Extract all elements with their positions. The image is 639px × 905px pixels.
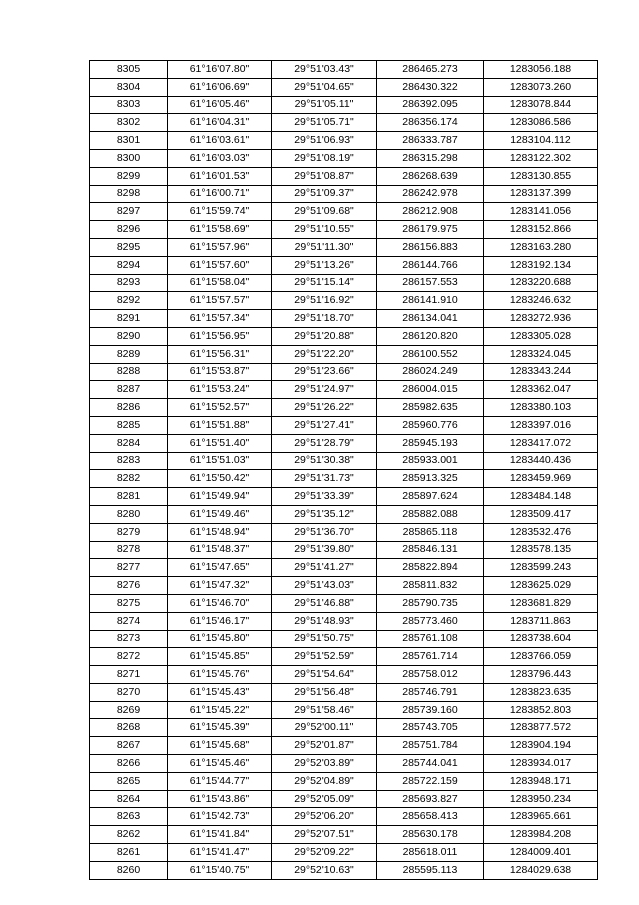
northing-cell: 1283343.244 bbox=[484, 363, 598, 381]
table-row bbox=[90, 399, 598, 417]
longitude-cell: 29°51'03.43" bbox=[272, 61, 377, 79]
longitude-cell: 29°51'04.65" bbox=[272, 78, 377, 96]
northing-cell: 1283141.056 bbox=[484, 203, 598, 221]
latitude-cell: 61°15'49.46" bbox=[168, 505, 272, 523]
table-row bbox=[90, 416, 598, 434]
longitude-cell: 29°52'06.20" bbox=[272, 808, 377, 826]
point-id-cell: 8283 bbox=[90, 452, 168, 470]
latitude-cell: 61°15'41.84" bbox=[168, 826, 272, 844]
point-id-cell: 8274 bbox=[90, 612, 168, 630]
latitude-cell: 61°15'50.42" bbox=[168, 470, 272, 488]
northing-cell: 1283948.171 bbox=[484, 772, 598, 790]
point-id-cell: 8279 bbox=[90, 523, 168, 541]
easting-cell: 286024.249 bbox=[377, 363, 484, 381]
table-row bbox=[90, 826, 598, 844]
easting-cell: 285790.735 bbox=[377, 594, 484, 612]
easting-cell: 285933.001 bbox=[377, 452, 484, 470]
table-row bbox=[90, 541, 598, 559]
point-id-cell: 8269 bbox=[90, 701, 168, 719]
longitude-cell: 29°51'27.41" bbox=[272, 416, 377, 434]
latitude-cell: 61°15'48.94" bbox=[168, 523, 272, 541]
easting-cell: 285811.832 bbox=[377, 577, 484, 595]
point-id-cell: 8271 bbox=[90, 666, 168, 684]
point-id-cell: 8291 bbox=[90, 310, 168, 328]
easting-cell: 285822.894 bbox=[377, 559, 484, 577]
point-id-cell: 8288 bbox=[90, 363, 168, 381]
point-id-cell: 8286 bbox=[90, 399, 168, 417]
easting-cell: 286156.883 bbox=[377, 238, 484, 256]
northing-cell: 1283246.632 bbox=[484, 292, 598, 310]
point-id-cell: 8287 bbox=[90, 381, 168, 399]
longitude-cell: 29°51'39.80" bbox=[272, 541, 377, 559]
latitude-cell: 61°15'40.75" bbox=[168, 861, 272, 879]
latitude-cell: 61°15'45.46" bbox=[168, 755, 272, 773]
point-id-cell: 8298 bbox=[90, 185, 168, 203]
latitude-cell: 61°15'47.32" bbox=[168, 577, 272, 595]
longitude-cell: 29°51'56.48" bbox=[272, 683, 377, 701]
point-id-cell: 8296 bbox=[90, 221, 168, 239]
point-id-cell: 8278 bbox=[90, 541, 168, 559]
easting-cell: 286333.787 bbox=[377, 132, 484, 150]
point-id-cell: 8292 bbox=[90, 292, 168, 310]
northing-cell: 1283578.135 bbox=[484, 541, 598, 559]
point-id-cell: 8293 bbox=[90, 274, 168, 292]
northing-cell: 1283078.844 bbox=[484, 96, 598, 114]
table-row bbox=[90, 790, 598, 808]
longitude-cell: 29°51'24.97" bbox=[272, 381, 377, 399]
easting-cell: 286315.298 bbox=[377, 149, 484, 167]
longitude-cell: 29°51'31.73" bbox=[272, 470, 377, 488]
point-id-cell: 8290 bbox=[90, 327, 168, 345]
northing-cell: 1283137.399 bbox=[484, 185, 598, 203]
easting-cell: 286004.015 bbox=[377, 381, 484, 399]
latitude-cell: 61°16'03.61" bbox=[168, 132, 272, 150]
longitude-cell: 29°52'10.63" bbox=[272, 861, 377, 879]
latitude-cell: 61°15'41.47" bbox=[168, 844, 272, 862]
northing-cell: 1283766.059 bbox=[484, 648, 598, 666]
latitude-cell: 61°15'57.34" bbox=[168, 310, 272, 328]
easting-cell: 285960.776 bbox=[377, 416, 484, 434]
longitude-cell: 29°51'26.22" bbox=[272, 399, 377, 417]
longitude-cell: 29°51'11.30" bbox=[272, 238, 377, 256]
table-row bbox=[90, 61, 598, 79]
table-row bbox=[90, 203, 598, 221]
northing-cell: 1283625.029 bbox=[484, 577, 598, 595]
table-row bbox=[90, 434, 598, 452]
longitude-cell: 29°51'35.12" bbox=[272, 505, 377, 523]
table-row bbox=[90, 381, 598, 399]
longitude-cell: 29°51'18.70" bbox=[272, 310, 377, 328]
latitude-cell: 61°15'53.87" bbox=[168, 363, 272, 381]
northing-cell: 1283484.148 bbox=[484, 488, 598, 506]
easting-cell: 285739.160 bbox=[377, 701, 484, 719]
table-row bbox=[90, 452, 598, 470]
table-row bbox=[90, 505, 598, 523]
point-id-cell: 8302 bbox=[90, 114, 168, 132]
point-id-cell: 8263 bbox=[90, 808, 168, 826]
table-row bbox=[90, 274, 598, 292]
northing-cell: 1283305.028 bbox=[484, 327, 598, 345]
latitude-cell: 61°16'04.31" bbox=[168, 114, 272, 132]
northing-cell: 1283796.443 bbox=[484, 666, 598, 684]
longitude-cell: 29°52'01.87" bbox=[272, 737, 377, 755]
longitude-cell: 29°51'48.93" bbox=[272, 612, 377, 630]
northing-cell: 1283877.572 bbox=[484, 719, 598, 737]
longitude-cell: 29°51'16.92" bbox=[272, 292, 377, 310]
latitude-cell: 61°15'46.17" bbox=[168, 612, 272, 630]
easting-cell: 286120.820 bbox=[377, 327, 484, 345]
latitude-cell: 61°15'57.57" bbox=[168, 292, 272, 310]
easting-cell: 285743.705 bbox=[377, 719, 484, 737]
easting-cell: 285945.193 bbox=[377, 434, 484, 452]
longitude-cell: 29°51'36.70" bbox=[272, 523, 377, 541]
table-row bbox=[90, 78, 598, 96]
easting-cell: 285658.413 bbox=[377, 808, 484, 826]
longitude-cell: 29°51'09.37" bbox=[272, 185, 377, 203]
longitude-cell: 29°51'46.88" bbox=[272, 594, 377, 612]
latitude-cell: 61°15'45.43" bbox=[168, 683, 272, 701]
point-id-cell: 8267 bbox=[90, 737, 168, 755]
easting-cell: 286157.553 bbox=[377, 274, 484, 292]
easting-cell: 286242.978 bbox=[377, 185, 484, 203]
table-row bbox=[90, 488, 598, 506]
table-row bbox=[90, 612, 598, 630]
latitude-cell: 61°15'46.70" bbox=[168, 594, 272, 612]
northing-cell: 1283122.302 bbox=[484, 149, 598, 167]
easting-cell: 285761.108 bbox=[377, 630, 484, 648]
easting-cell: 286144.766 bbox=[377, 256, 484, 274]
latitude-cell: 61°16'00.71" bbox=[168, 185, 272, 203]
northing-cell: 1283738.604 bbox=[484, 630, 598, 648]
northing-cell: 1283823.635 bbox=[484, 683, 598, 701]
longitude-cell: 29°51'08.19" bbox=[272, 149, 377, 167]
coordinates-table bbox=[89, 60, 598, 880]
longitude-cell: 29°51'43.03" bbox=[272, 577, 377, 595]
northing-cell: 1283984.208 bbox=[484, 826, 598, 844]
table-row bbox=[90, 292, 598, 310]
northing-cell: 1283711.863 bbox=[484, 612, 598, 630]
longitude-cell: 29°52'05.09" bbox=[272, 790, 377, 808]
latitude-cell: 61°15'51.40" bbox=[168, 434, 272, 452]
point-id-cell: 8260 bbox=[90, 861, 168, 879]
northing-cell: 1283086.586 bbox=[484, 114, 598, 132]
latitude-cell: 61°16'01.53" bbox=[168, 167, 272, 185]
point-id-cell: 8273 bbox=[90, 630, 168, 648]
longitude-cell: 29°51'05.11" bbox=[272, 96, 377, 114]
easting-cell: 286179.975 bbox=[377, 221, 484, 239]
northing-cell: 1283532.476 bbox=[484, 523, 598, 541]
table-row bbox=[90, 737, 598, 755]
point-id-cell: 8297 bbox=[90, 203, 168, 221]
northing-cell: 1283324.045 bbox=[484, 345, 598, 363]
table-row bbox=[90, 523, 598, 541]
easting-cell: 286134.041 bbox=[377, 310, 484, 328]
table-row bbox=[90, 345, 598, 363]
point-id-cell: 8281 bbox=[90, 488, 168, 506]
table-row bbox=[90, 185, 598, 203]
table-row bbox=[90, 755, 598, 773]
northing-cell: 1283950.234 bbox=[484, 790, 598, 808]
longitude-cell: 29°51'09.68" bbox=[272, 203, 377, 221]
easting-cell: 285744.041 bbox=[377, 755, 484, 773]
longitude-cell: 29°51'10.55" bbox=[272, 221, 377, 239]
point-id-cell: 8277 bbox=[90, 559, 168, 577]
longitude-cell: 29°51'41.27" bbox=[272, 559, 377, 577]
point-id-cell: 8285 bbox=[90, 416, 168, 434]
table-row bbox=[90, 648, 598, 666]
northing-cell: 1283681.829 bbox=[484, 594, 598, 612]
latitude-cell: 61°15'56.31" bbox=[168, 345, 272, 363]
longitude-cell: 29°51'28.79" bbox=[272, 434, 377, 452]
latitude-cell: 61°15'45.80" bbox=[168, 630, 272, 648]
point-id-cell: 8270 bbox=[90, 683, 168, 701]
longitude-cell: 29°51'52.59" bbox=[272, 648, 377, 666]
northing-cell: 1283073.260 bbox=[484, 78, 598, 96]
longitude-cell: 29°51'05.71" bbox=[272, 114, 377, 132]
easting-cell: 285751.784 bbox=[377, 737, 484, 755]
table-row bbox=[90, 772, 598, 790]
point-id-cell: 8275 bbox=[90, 594, 168, 612]
point-id-cell: 8284 bbox=[90, 434, 168, 452]
table-row bbox=[90, 719, 598, 737]
table-row bbox=[90, 666, 598, 684]
latitude-cell: 61°15'48.37" bbox=[168, 541, 272, 559]
easting-cell: 285693.827 bbox=[377, 790, 484, 808]
point-id-cell: 8301 bbox=[90, 132, 168, 150]
northing-cell: 1284029.638 bbox=[484, 861, 598, 879]
northing-cell: 1283440.436 bbox=[484, 452, 598, 470]
table-row bbox=[90, 808, 598, 826]
easting-cell: 286212.908 bbox=[377, 203, 484, 221]
longitude-cell: 29°51'23.66" bbox=[272, 363, 377, 381]
longitude-cell: 29°51'08.87" bbox=[272, 167, 377, 185]
longitude-cell: 29°52'07.51" bbox=[272, 826, 377, 844]
latitude-cell: 61°15'49.94" bbox=[168, 488, 272, 506]
easting-cell: 286268.639 bbox=[377, 167, 484, 185]
point-id-cell: 8305 bbox=[90, 61, 168, 79]
northing-cell: 1283130.855 bbox=[484, 167, 598, 185]
table-row bbox=[90, 630, 598, 648]
easting-cell: 286430.322 bbox=[377, 78, 484, 96]
easting-cell: 285758.012 bbox=[377, 666, 484, 684]
northing-cell: 1283104.112 bbox=[484, 132, 598, 150]
point-id-cell: 8262 bbox=[90, 826, 168, 844]
northing-cell: 1283904.194 bbox=[484, 737, 598, 755]
latitude-cell: 61°16'06.69" bbox=[168, 78, 272, 96]
longitude-cell: 29°51'33.39" bbox=[272, 488, 377, 506]
table-row bbox=[90, 256, 598, 274]
latitude-cell: 61°15'51.88" bbox=[168, 416, 272, 434]
table-row bbox=[90, 114, 598, 132]
northing-cell: 1283163.280 bbox=[484, 238, 598, 256]
latitude-cell: 61°15'58.69" bbox=[168, 221, 272, 239]
latitude-cell: 61°15'45.22" bbox=[168, 701, 272, 719]
longitude-cell: 29°51'13.26" bbox=[272, 256, 377, 274]
table-row bbox=[90, 683, 598, 701]
northing-cell: 1284009.401 bbox=[484, 844, 598, 862]
longitude-cell: 29°51'20.88" bbox=[272, 327, 377, 345]
northing-cell: 1283272.936 bbox=[484, 310, 598, 328]
latitude-cell: 61°15'52.57" bbox=[168, 399, 272, 417]
latitude-cell: 61°15'47.65" bbox=[168, 559, 272, 577]
northing-cell: 1283852.803 bbox=[484, 701, 598, 719]
latitude-cell: 61°15'57.96" bbox=[168, 238, 272, 256]
latitude-cell: 61°15'51.03" bbox=[168, 452, 272, 470]
latitude-cell: 61°15'44.77" bbox=[168, 772, 272, 790]
point-id-cell: 8299 bbox=[90, 167, 168, 185]
northing-cell: 1283192.134 bbox=[484, 256, 598, 274]
easting-cell: 285897.624 bbox=[377, 488, 484, 506]
longitude-cell: 29°51'30.38" bbox=[272, 452, 377, 470]
northing-cell: 1283599.243 bbox=[484, 559, 598, 577]
table-row bbox=[90, 96, 598, 114]
longitude-cell: 29°52'00.11" bbox=[272, 719, 377, 737]
latitude-cell: 61°16'05.46" bbox=[168, 96, 272, 114]
table-row bbox=[90, 327, 598, 345]
latitude-cell: 61°15'45.39" bbox=[168, 719, 272, 737]
easting-cell: 285618.011 bbox=[377, 844, 484, 862]
latitude-cell: 61°15'57.60" bbox=[168, 256, 272, 274]
easting-cell: 285913.325 bbox=[377, 470, 484, 488]
table-row bbox=[90, 149, 598, 167]
northing-cell: 1283417.072 bbox=[484, 434, 598, 452]
table-row bbox=[90, 559, 598, 577]
longitude-cell: 29°51'50.75" bbox=[272, 630, 377, 648]
point-id-cell: 8300 bbox=[90, 149, 168, 167]
point-id-cell: 8304 bbox=[90, 78, 168, 96]
point-id-cell: 8264 bbox=[90, 790, 168, 808]
northing-cell: 1283362.047 bbox=[484, 381, 598, 399]
longitude-cell: 29°51'58.46" bbox=[272, 701, 377, 719]
longitude-cell: 29°51'54.64" bbox=[272, 666, 377, 684]
point-id-cell: 8294 bbox=[90, 256, 168, 274]
northing-cell: 1283220.688 bbox=[484, 274, 598, 292]
northing-cell: 1283380.103 bbox=[484, 399, 598, 417]
latitude-cell: 61°15'45.85" bbox=[168, 648, 272, 666]
table-row bbox=[90, 363, 598, 381]
table-row bbox=[90, 310, 598, 328]
easting-cell: 285761.714 bbox=[377, 648, 484, 666]
point-id-cell: 8268 bbox=[90, 719, 168, 737]
point-id-cell: 8272 bbox=[90, 648, 168, 666]
point-id-cell: 8282 bbox=[90, 470, 168, 488]
easting-cell: 285630.178 bbox=[377, 826, 484, 844]
easting-cell: 285595.113 bbox=[377, 861, 484, 879]
latitude-cell: 61°15'45.68" bbox=[168, 737, 272, 755]
longitude-cell: 29°52'04.89" bbox=[272, 772, 377, 790]
easting-cell: 285722.159 bbox=[377, 772, 484, 790]
latitude-cell: 61°16'07.80" bbox=[168, 61, 272, 79]
easting-cell: 286100.552 bbox=[377, 345, 484, 363]
latitude-cell: 61°15'58.04" bbox=[168, 274, 272, 292]
northing-cell: 1283509.417 bbox=[484, 505, 598, 523]
table-row bbox=[90, 132, 598, 150]
easting-cell: 285773.460 bbox=[377, 612, 484, 630]
table-row bbox=[90, 167, 598, 185]
longitude-cell: 29°51'22.20" bbox=[272, 345, 377, 363]
table-row bbox=[90, 470, 598, 488]
table-row bbox=[90, 221, 598, 239]
northing-cell: 1283056.188 bbox=[484, 61, 598, 79]
longitude-cell: 29°52'09.22" bbox=[272, 844, 377, 862]
table-row bbox=[90, 577, 598, 595]
table-row bbox=[90, 844, 598, 862]
easting-cell: 285846.131 bbox=[377, 541, 484, 559]
point-id-cell: 8280 bbox=[90, 505, 168, 523]
longitude-cell: 29°51'06.93" bbox=[272, 132, 377, 150]
easting-cell: 285865.118 bbox=[377, 523, 484, 541]
point-id-cell: 8265 bbox=[90, 772, 168, 790]
latitude-cell: 61°15'43.86" bbox=[168, 790, 272, 808]
table-row bbox=[90, 594, 598, 612]
northing-cell: 1283934.017 bbox=[484, 755, 598, 773]
coordinates-table-body bbox=[90, 61, 598, 880]
northing-cell: 1283397.016 bbox=[484, 416, 598, 434]
latitude-cell: 61°15'42.73" bbox=[168, 808, 272, 826]
latitude-cell: 61°15'56.95" bbox=[168, 327, 272, 345]
easting-cell: 286141.910 bbox=[377, 292, 484, 310]
table-row bbox=[90, 701, 598, 719]
northing-cell: 1283459.969 bbox=[484, 470, 598, 488]
point-id-cell: 8276 bbox=[90, 577, 168, 595]
northing-cell: 1283152.866 bbox=[484, 221, 598, 239]
easting-cell: 286392.095 bbox=[377, 96, 484, 114]
longitude-cell: 29°52'03.89" bbox=[272, 755, 377, 773]
easting-cell: 286465.273 bbox=[377, 61, 484, 79]
latitude-cell: 61°15'53.24" bbox=[168, 381, 272, 399]
easting-cell: 286356.174 bbox=[377, 114, 484, 132]
point-id-cell: 8261 bbox=[90, 844, 168, 862]
point-id-cell: 8295 bbox=[90, 238, 168, 256]
table-row bbox=[90, 861, 598, 879]
latitude-cell: 61°15'59.74" bbox=[168, 203, 272, 221]
point-id-cell: 8289 bbox=[90, 345, 168, 363]
point-id-cell: 8266 bbox=[90, 755, 168, 773]
longitude-cell: 29°51'15.14" bbox=[272, 274, 377, 292]
easting-cell: 285982.635 bbox=[377, 399, 484, 417]
easting-cell: 285882.088 bbox=[377, 505, 484, 523]
latitude-cell: 61°15'45.76" bbox=[168, 666, 272, 684]
latitude-cell: 61°16'03.03" bbox=[168, 149, 272, 167]
table-row bbox=[90, 238, 598, 256]
easting-cell: 285746.791 bbox=[377, 683, 484, 701]
point-id-cell: 8303 bbox=[90, 96, 168, 114]
northing-cell: 1283965.661 bbox=[484, 808, 598, 826]
